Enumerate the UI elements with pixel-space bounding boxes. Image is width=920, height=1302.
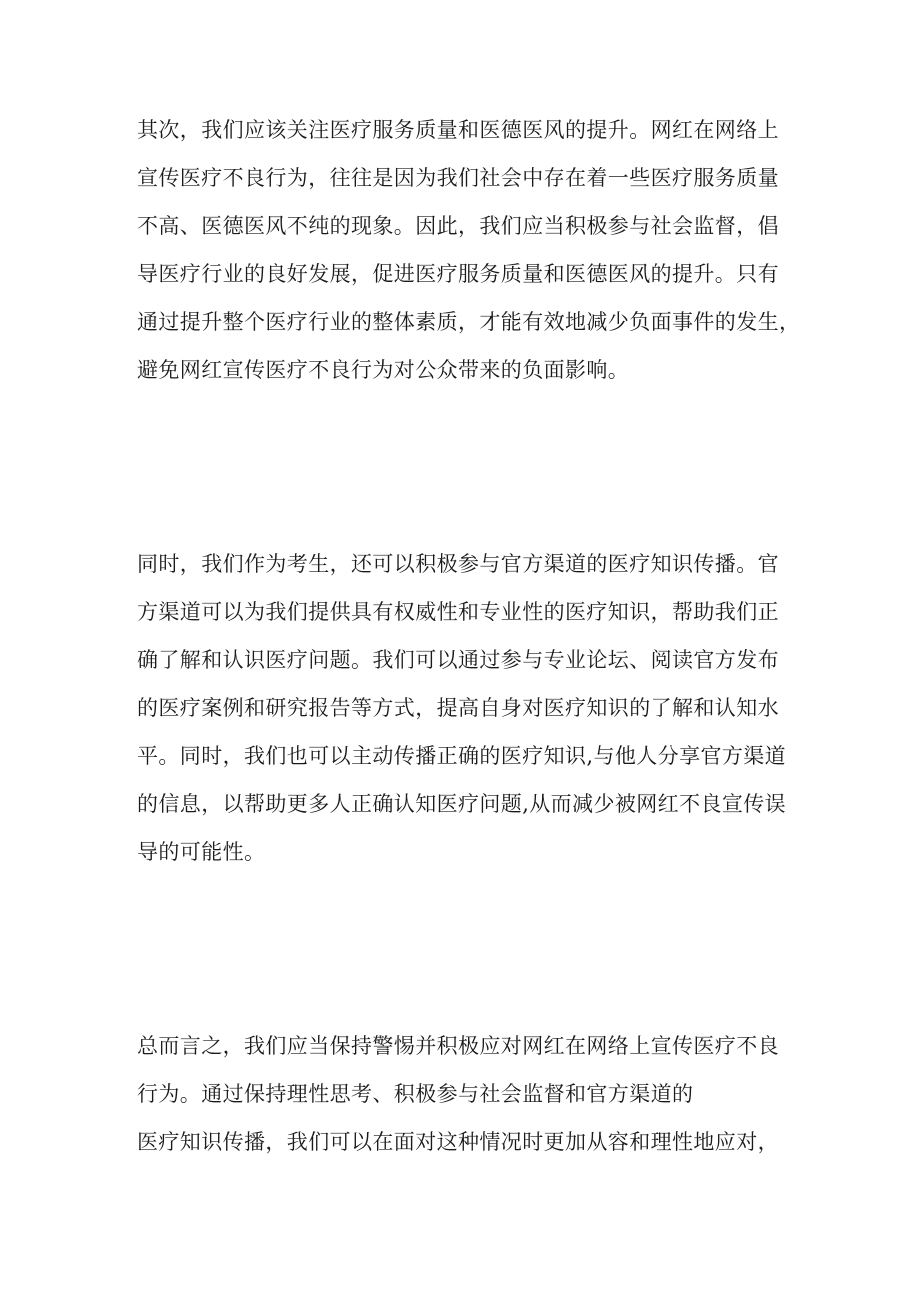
text-line: 通过提升整个医疗行业的整体素质，才能有效地减少负面事件的发生， [137,310,801,334]
text-line: 平。同时，我们也可以主动传播正确的医疗知识,与他人分享官方渠道 [137,744,787,768]
text-line: 导的可能性。 [137,840,266,864]
text-line: 确了解和认识医疗问题。我们可以通过参与专业论坛、阅读官方发布 [137,648,779,672]
paragraph-medical-service-quality [137,106,800,394]
text-line: 不高、医德医风不纯的现象。因此，我们应当积极参与社会监督，倡 [137,214,779,238]
text-line: 行为。通过保持理性思考、积极参与社会监督和官方渠道的 [137,1082,694,1106]
text-line: 的信息，以帮助更多人正确认知医疗问题,从而减少被网红不良宣传误 [137,792,787,816]
text-line: 的医疗案例和研究报告等方式，提高自身对医疗知识的了解和认知水 [137,696,779,720]
text-line: 避免网红宣传医疗不良行为对公众带来的负面影响。 [137,358,630,382]
paragraph-official-channels [137,540,786,876]
text-line: 方渠道可以为我们提供具有权威性和专业性的医疗知识，帮助我们正 [137,600,779,624]
text-line: 医疗知识传播，我们可以在面对这种情况时更加从容和理性地应对， [137,1130,779,1154]
text-line: 其次，我们应该关注医疗服务质量和医德医风的提升。网红在网络上 [137,118,779,142]
paragraph-conclusion [137,1022,779,1166]
text-line: 同时，我们作为考生，还可以积极参与官方渠道的医疗知识传播。官 [137,552,779,576]
text-line: 宣传医疗不良行为，往往是因为我们社会中存在着一些医疗服务质量 [137,166,779,190]
text-line: 总而言之，我们应当保持警惕并积极应对网红在网络上宣传医疗不良 [137,1034,779,1058]
text-line: 导医疗行业的良好发展，促进医疗服务质量和医德医风的提升。只有 [137,262,779,286]
